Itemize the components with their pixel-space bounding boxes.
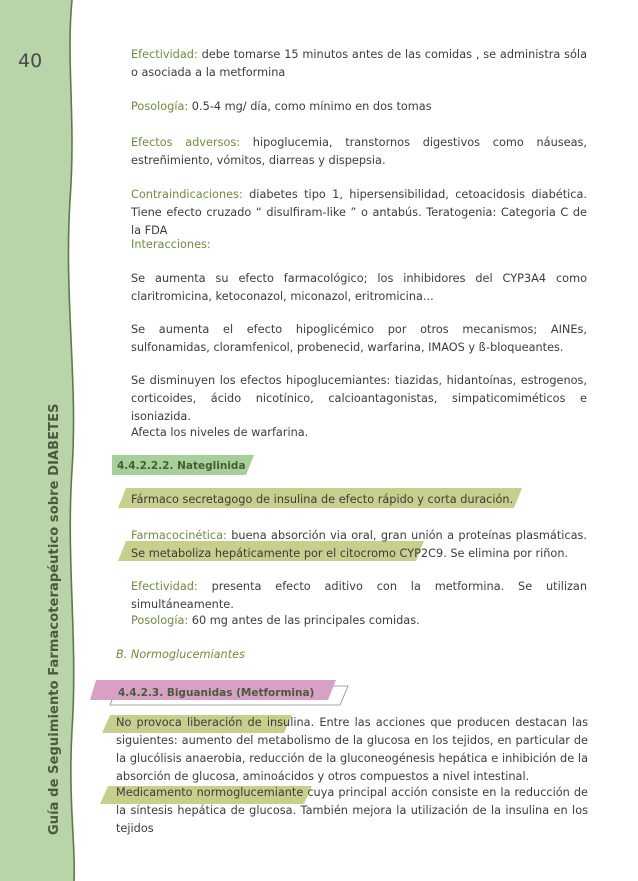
interaccion-1: Se aumenta su efecto farmacológico; los inhibidores del CYP3A4 como claritromicina, ketoconazol, miconazol, eritromicina... — [131, 272, 587, 303]
interaccion-4: Afecta los niveles de warfarina. — [131, 426, 309, 439]
biguanidas-p1-text: . Entre las acciones que producen destacan las siguientes: aumento del metabolismo de la glucosa en los tejidos, en particular de la glucólisis anaerobia, reducción de la gluconeogénesis hepática e inhibición de la absorción de glucosa, aminoácidos y otros compuestos a nivel intestinal. — [116, 716, 588, 783]
efectividad-label: Efectividad: — [131, 48, 198, 61]
nateglinida-efectividad-label: Efectividad: — [131, 580, 198, 593]
efectos-adversos-label: Efectos adversos: — [131, 136, 241, 149]
posologia-paragraph — [131, 98, 587, 116]
interaccion-2: Se aumenta el efecto hipoglicémico por otros mecanismos; AINEs, sulfonamidas, cloramfenicol, probenecid, warfarina, IMAOS y ß-bloqueantes. — [131, 323, 587, 354]
biguanidas-p2-text: cuya principal acción consiste en la reducción de la síntesis hepática de glucosa. También mejora la utilización de la insulina en los tejidos — [116, 786, 588, 835]
farmacocinetica-label: Farmacocinética: — [131, 529, 227, 542]
interacciones-label: Interacciones: — [131, 238, 211, 251]
interaccion-3: Se disminuyen los efectos hipoglucemiantes: tiazidas, hidantoínas, estrogenos, corticoides, ácido nicotínico, calcioantagonistas, simpaticomiméticos e isoniazida. — [131, 374, 587, 423]
page-number: 40 — [18, 50, 43, 72]
biguanidas-p1-highlight: No provoca liberación de insulina — [116, 716, 311, 729]
farmacocinetica-paragraph — [131, 527, 587, 563]
posologia-text: 0.5-4 mg/ día, como mínimo en dos tomas — [188, 100, 432, 113]
nateglinida-heading: 4.4.2.2.2. Nateglinida — [117, 460, 246, 472]
contraindicaciones-text: diabetes tipo 1, hipersensibilidad, cetoacidosis diabética. Tiene efecto cruzado “ disulfiram-like ” o antabús. Teratogenia: Categoria C de la FDA — [131, 188, 587, 237]
nateglinida-posologia-paragraph — [131, 612, 587, 630]
biguanidas-heading: 4.4.2.3. Biguanidas (Metformina) — [118, 687, 315, 699]
farmacocinetica-text-b: metaboliza hepáticamente por el citocromo CYP2C9 — [148, 547, 444, 560]
nateglinida-efectividad-paragraph — [131, 578, 587, 614]
normoglucemiantes-label: B. Normoglucemiantes — [116, 648, 245, 661]
biguanidas-paragraph-2 — [116, 784, 588, 838]
efectividad-paragraph — [131, 46, 587, 82]
farmacocinetica-text-c: . Se elimina por riñon. — [443, 547, 569, 560]
normoglucemiantes-subheading — [116, 646, 576, 664]
side-title: Guía de Seguimiento Farmacoterapéutico sobre DIABETES — [47, 403, 62, 835]
efectos-adversos-text: hipoglucemia, transtornos digestivos como náuseas, estreñimiento, vómitos, diarreas y dispepsia. — [131, 136, 587, 167]
nateglinida-posologia-text: 60 mg antes de las principales comidas. — [188, 614, 420, 627]
contraindicaciones-paragraph — [131, 186, 587, 240]
efectos-adversos-paragraph — [131, 134, 587, 170]
nateglinida-efectividad-text: presenta efecto aditivo con la metformina. Se utilizan simultáneamente. — [131, 580, 587, 611]
farmacocinetica-text-a: buena absorción via oral, gran unión a proteínas plasmáticas. Se — [131, 529, 587, 560]
efectividad-text: debe tomarse 15 minutos antes de las comidas , se administra sóla o asociada a la metformina — [131, 48, 587, 79]
contraindicaciones-label: Contraindicaciones: — [131, 188, 243, 201]
nateglinida-posologia-label: Posología: — [131, 614, 189, 627]
interacciones-heading — [131, 236, 587, 254]
posologia-label: Posología: — [131, 100, 189, 113]
biguanidas-p2-highlight: Medicamento normoglucemiante — [116, 786, 304, 799]
nateglinida-intro: Fármaco secretagogo de insulina de efecto rápido y corta duración. — [131, 493, 514, 506]
biguanidas-paragraph-1 — [116, 714, 588, 786]
